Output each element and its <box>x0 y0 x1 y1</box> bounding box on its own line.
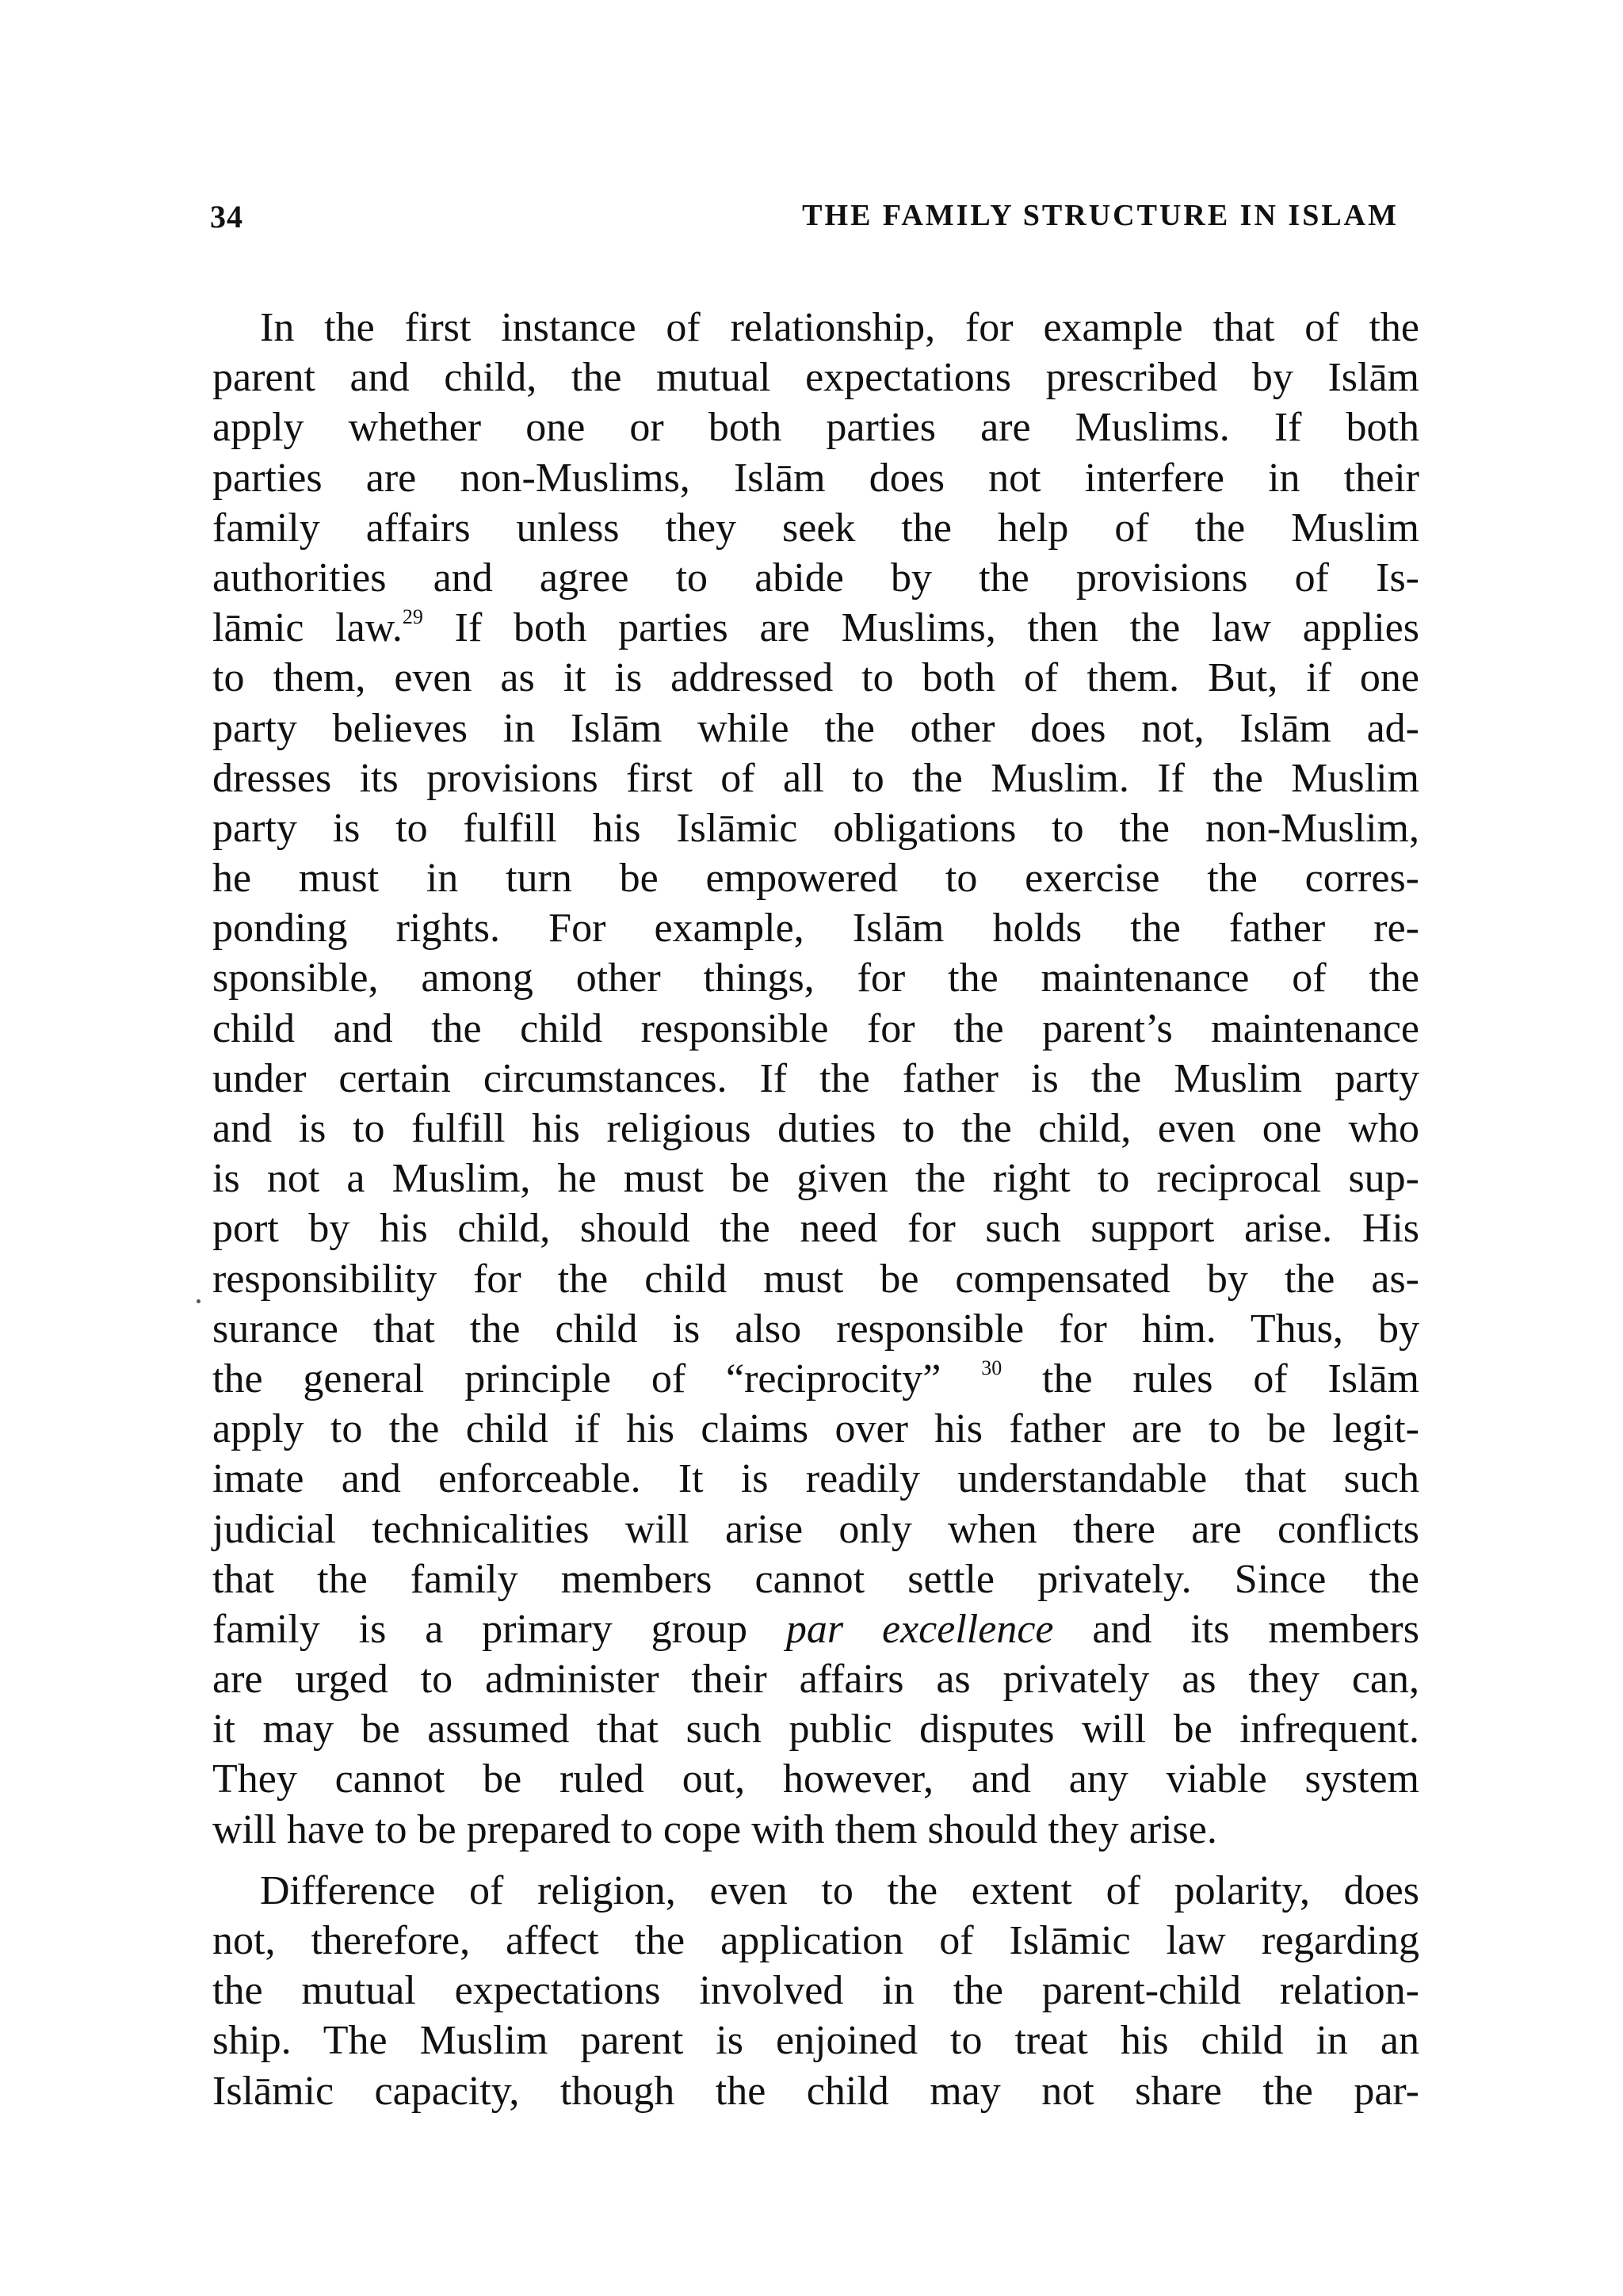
line-text: and its members <box>1053 1606 1419 1652</box>
line-text: If both parties are Muslims, then the law applies <box>422 605 1419 651</box>
running-title: THE FAMILY STRUCTURE IN ISLAM <box>802 199 1399 232</box>
line-text: the rules of Islām <box>1002 1356 1420 1402</box>
text-line: ponding rights. For example, Islām holds the father re- <box>212 906 1419 952</box>
text-line: authorities and agree to abide by the provisions of Is- <box>212 555 1419 601</box>
margin-speck <box>197 1299 200 1303</box>
text-line: child and the child responsible for the parent’s maintenance <box>212 1005 1419 1051</box>
text-line: ship. The Muslim parent is enjoined to treat his child in an <box>212 2018 1419 2064</box>
text-line: party is to fulfill his Islāmic obligations to the non-Muslim, <box>212 805 1419 851</box>
line-text: lāmic law. <box>212 605 403 651</box>
text-line: not, therefore, affect the application of Islāmic law regarding <box>212 1918 1419 1963</box>
text-line: sponsible, among other things, for the maintenance of the <box>212 955 1419 1001</box>
running-head <box>210 198 1399 246</box>
text-line: imate and enforceable. It is readily understandable that such <box>212 1456 1419 1502</box>
text-line <box>212 603 1419 653</box>
text-line: They cannot be ruled out, however, and any viable system <box>212 1756 1419 1802</box>
text-line: port by his child, should the need for such support arise. His <box>212 1206 1419 1252</box>
paragraph <box>212 303 1419 1855</box>
text-line: under certain circumstances. If the father is the Muslim party <box>212 1055 1419 1101</box>
text-line: will have to be prepared to cope with them should they arise. <box>212 1806 1217 1852</box>
text-line: he must in turn be empowered to exercise the corres- <box>212 856 1419 902</box>
text-line: are urged to administer their affairs as privately as they can, <box>212 1657 1419 1703</box>
text-line: family affairs unless they seek the help of the Muslim <box>212 505 1419 551</box>
line-text: family is a primary group <box>212 1606 786 1652</box>
line-text: the general principle of “reciprocity” <box>212 1356 982 1402</box>
footnote-marker: 30 <box>981 1356 1002 1379</box>
text-line: surance that the child is also responsible for him. Thus, by <box>212 1306 1419 1352</box>
text-line: that the family members cannot settle privately. Since the <box>212 1556 1419 1602</box>
text-line: it may be assumed that such public disputes will be infrequent. <box>212 1707 1419 1753</box>
text-line: Islāmic capacity, though the child may not share the par- <box>212 2068 1419 2114</box>
text-line: parent and child, the mutual expectations prescribed by Islām <box>212 355 1419 401</box>
text-line: In the first instance of relationship, for example that of the <box>260 305 1419 350</box>
footnote-marker: 29 <box>402 605 423 629</box>
text-line: apply whether one or both parties are Muslims. If both <box>212 405 1419 451</box>
text-line: responsibility for the child must be compensated by the as- <box>212 1256 1419 1302</box>
paragraph-gap <box>212 1855 1419 1866</box>
text-line <box>212 1604 1419 1654</box>
page-number: 34 <box>210 199 243 235</box>
text-line: Difference of religion, even to the extent of polarity, does <box>260 1867 1419 1913</box>
text-line: judicial technicalities will arise only when there are conflicts <box>212 1506 1419 1552</box>
text-line: is not a Muslim, he must be given the right to reciprocal sup- <box>212 1156 1419 1202</box>
italic-phrase: par excellence <box>785 1606 1054 1652</box>
text-line: party believes in Islām while the other does not, Islām ad- <box>212 705 1419 751</box>
text-line: dresses its provisions first of all to the Muslim. If the Muslim <box>212 755 1419 801</box>
text-line: the mutual expectations involved in the parent-child relation- <box>212 1968 1419 2014</box>
text-line: parties are non-Muslims, Islām does not interfere in their <box>212 455 1419 501</box>
text-line: apply to the child if his claims over his father are to be legit- <box>212 1406 1419 1452</box>
text-line: to them, even as it is addressed to both of them. But, if one <box>212 655 1419 701</box>
text-line <box>212 1354 1419 1404</box>
paragraph <box>212 1866 1419 2116</box>
text-line: and is to fulfill his religious duties to the child, even one who <box>212 1106 1419 1151</box>
body-text <box>212 303 1419 2116</box>
